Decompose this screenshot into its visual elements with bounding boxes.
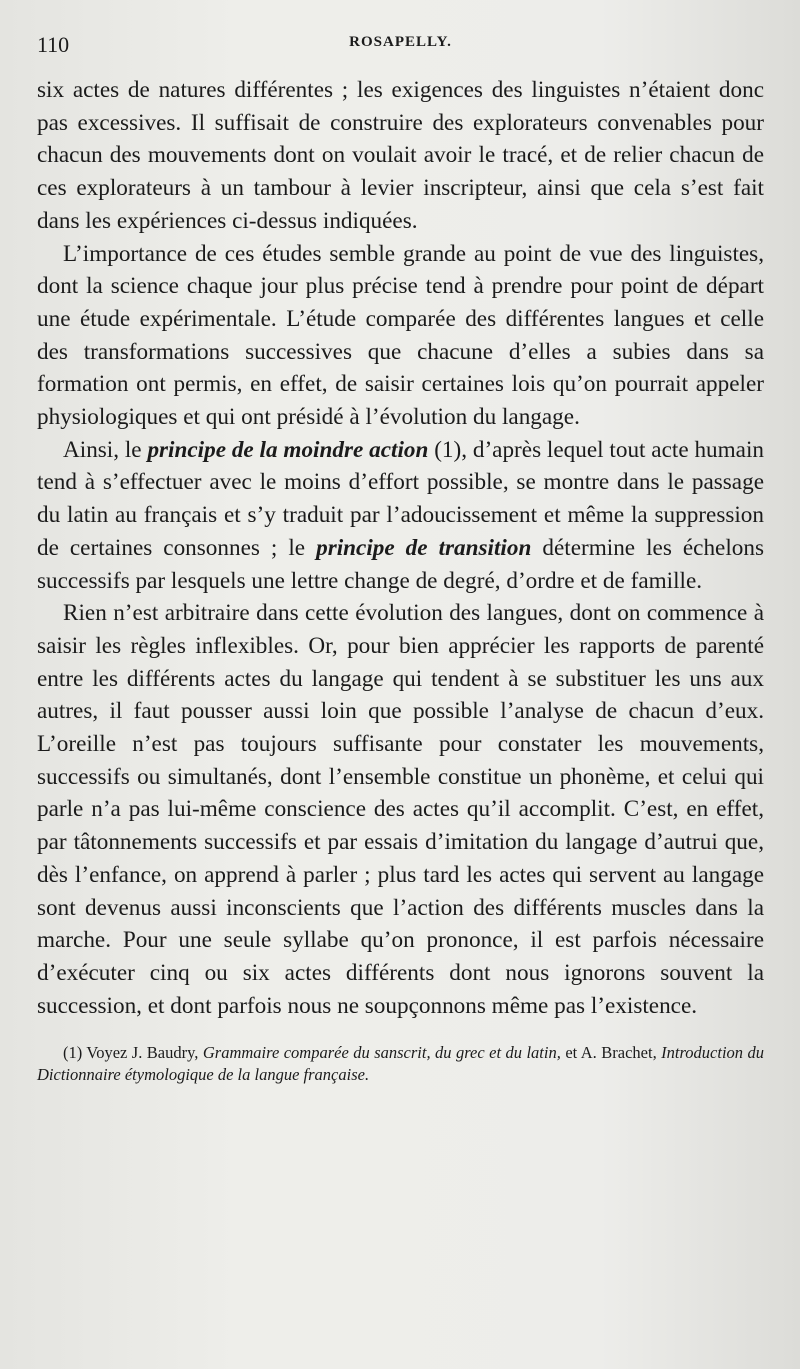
paragraph-4: Rien n’est arbitraire dans cette évolution des langues, dont on commence à saisir les règles inflexibles. Or, pour bien apprécier les rapports de parenté entre les différents actes du langage qui tendent à se substituer les uns aux autres, il faut pousser aussi loin que possible l’analyse de chacun d’eux. L’oreille n’est pas toujours suffisante pour constater les mouvements, successifs ou simultanés, dont l’ensemble constitue un phonème, et celui qui parle n’a pas lui-même conscience des actes qu’il accomplit. C’est, en effet, par tâtonnements successifs et par essais d’imitation du langage d’autrui que, dès l’enfance, on apprend à parler ; plus tard les actes qui servent au langage sont devenus aussi inconscients que l’action des différents muscles dans la marche. Pour une seule syllabe qu’on prononce, il est parfois nécessaire d’exécuter cinq ou six actes différents dont nous ignorons souvent la succession, et dont parfois nous ne soupçonnons même pas l’existence. [37,600,764,1019]
paragraph-2: L’importance de ces études semble grande au point de vue des linguistes, dont la science chaque jour plus précise tend à prendre pour point de départ une étude expérimentale. L’étude comparée des différentes langues et celle des transformations successives que chacune d’elles a subies dans sa formation ont permis, en effet, de saisir certaines lois qu’on pourrait appeler physiologiques et qui ont présidé à l’évolution du langage. [37,240,764,431]
body-text [37,74,764,1022]
principle-transition: principe de transition [316,534,532,561]
footnote [37,1042,764,1086]
page-header [37,30,764,74]
footnote-text-middle: et A. Brachet, [560,1043,662,1063]
page-number: 110 [37,32,70,57]
footnote-title-grammaire: Grammaire comparée du sanscrit, du grec et du latin, [202,1043,561,1063]
paragraph-3-text-end: détermine les échelons successifs par lesquels une lettre change de degré, d’ordre et de famille. [37,534,764,594]
paragraph-3-text-middle: (1), d’après lequel tout acte humain tend à s’effectuer avec le moins d’effort possible, se montre dans le passage du latin au français et s’y traduit par l’adoucissement et même la suppression de certaines consonnes ; le [37,436,764,561]
paragraph-3 [37,434,764,598]
running-head: ROSAPELLY. [349,34,452,50]
footnote-marker: (1) [63,1043,87,1063]
principle-least-action: principe de la moindre action [147,436,429,463]
paragraph-1: six actes de natures différentes ; les exigences des linguistes n’étaient donc pas excessives. Il suffisait de construire des explorateurs convenables pour chacun des mouvements dont on voulait avoir le tracé, et de relier chacun de ces explorateurs à un tambour à levier inscripteur, ainsi que cela s’est fait dans les expériences ci-dessus indiquées. [37,77,764,234]
paragraph-3-text-start: Ainsi, le [63,436,148,463]
footnote-text-start: Voyez J. Baudry, [86,1043,203,1063]
footnote-title-dictionnaire: Introduction du Dictionnaire étymologique de la langue française. [37,1043,764,1085]
